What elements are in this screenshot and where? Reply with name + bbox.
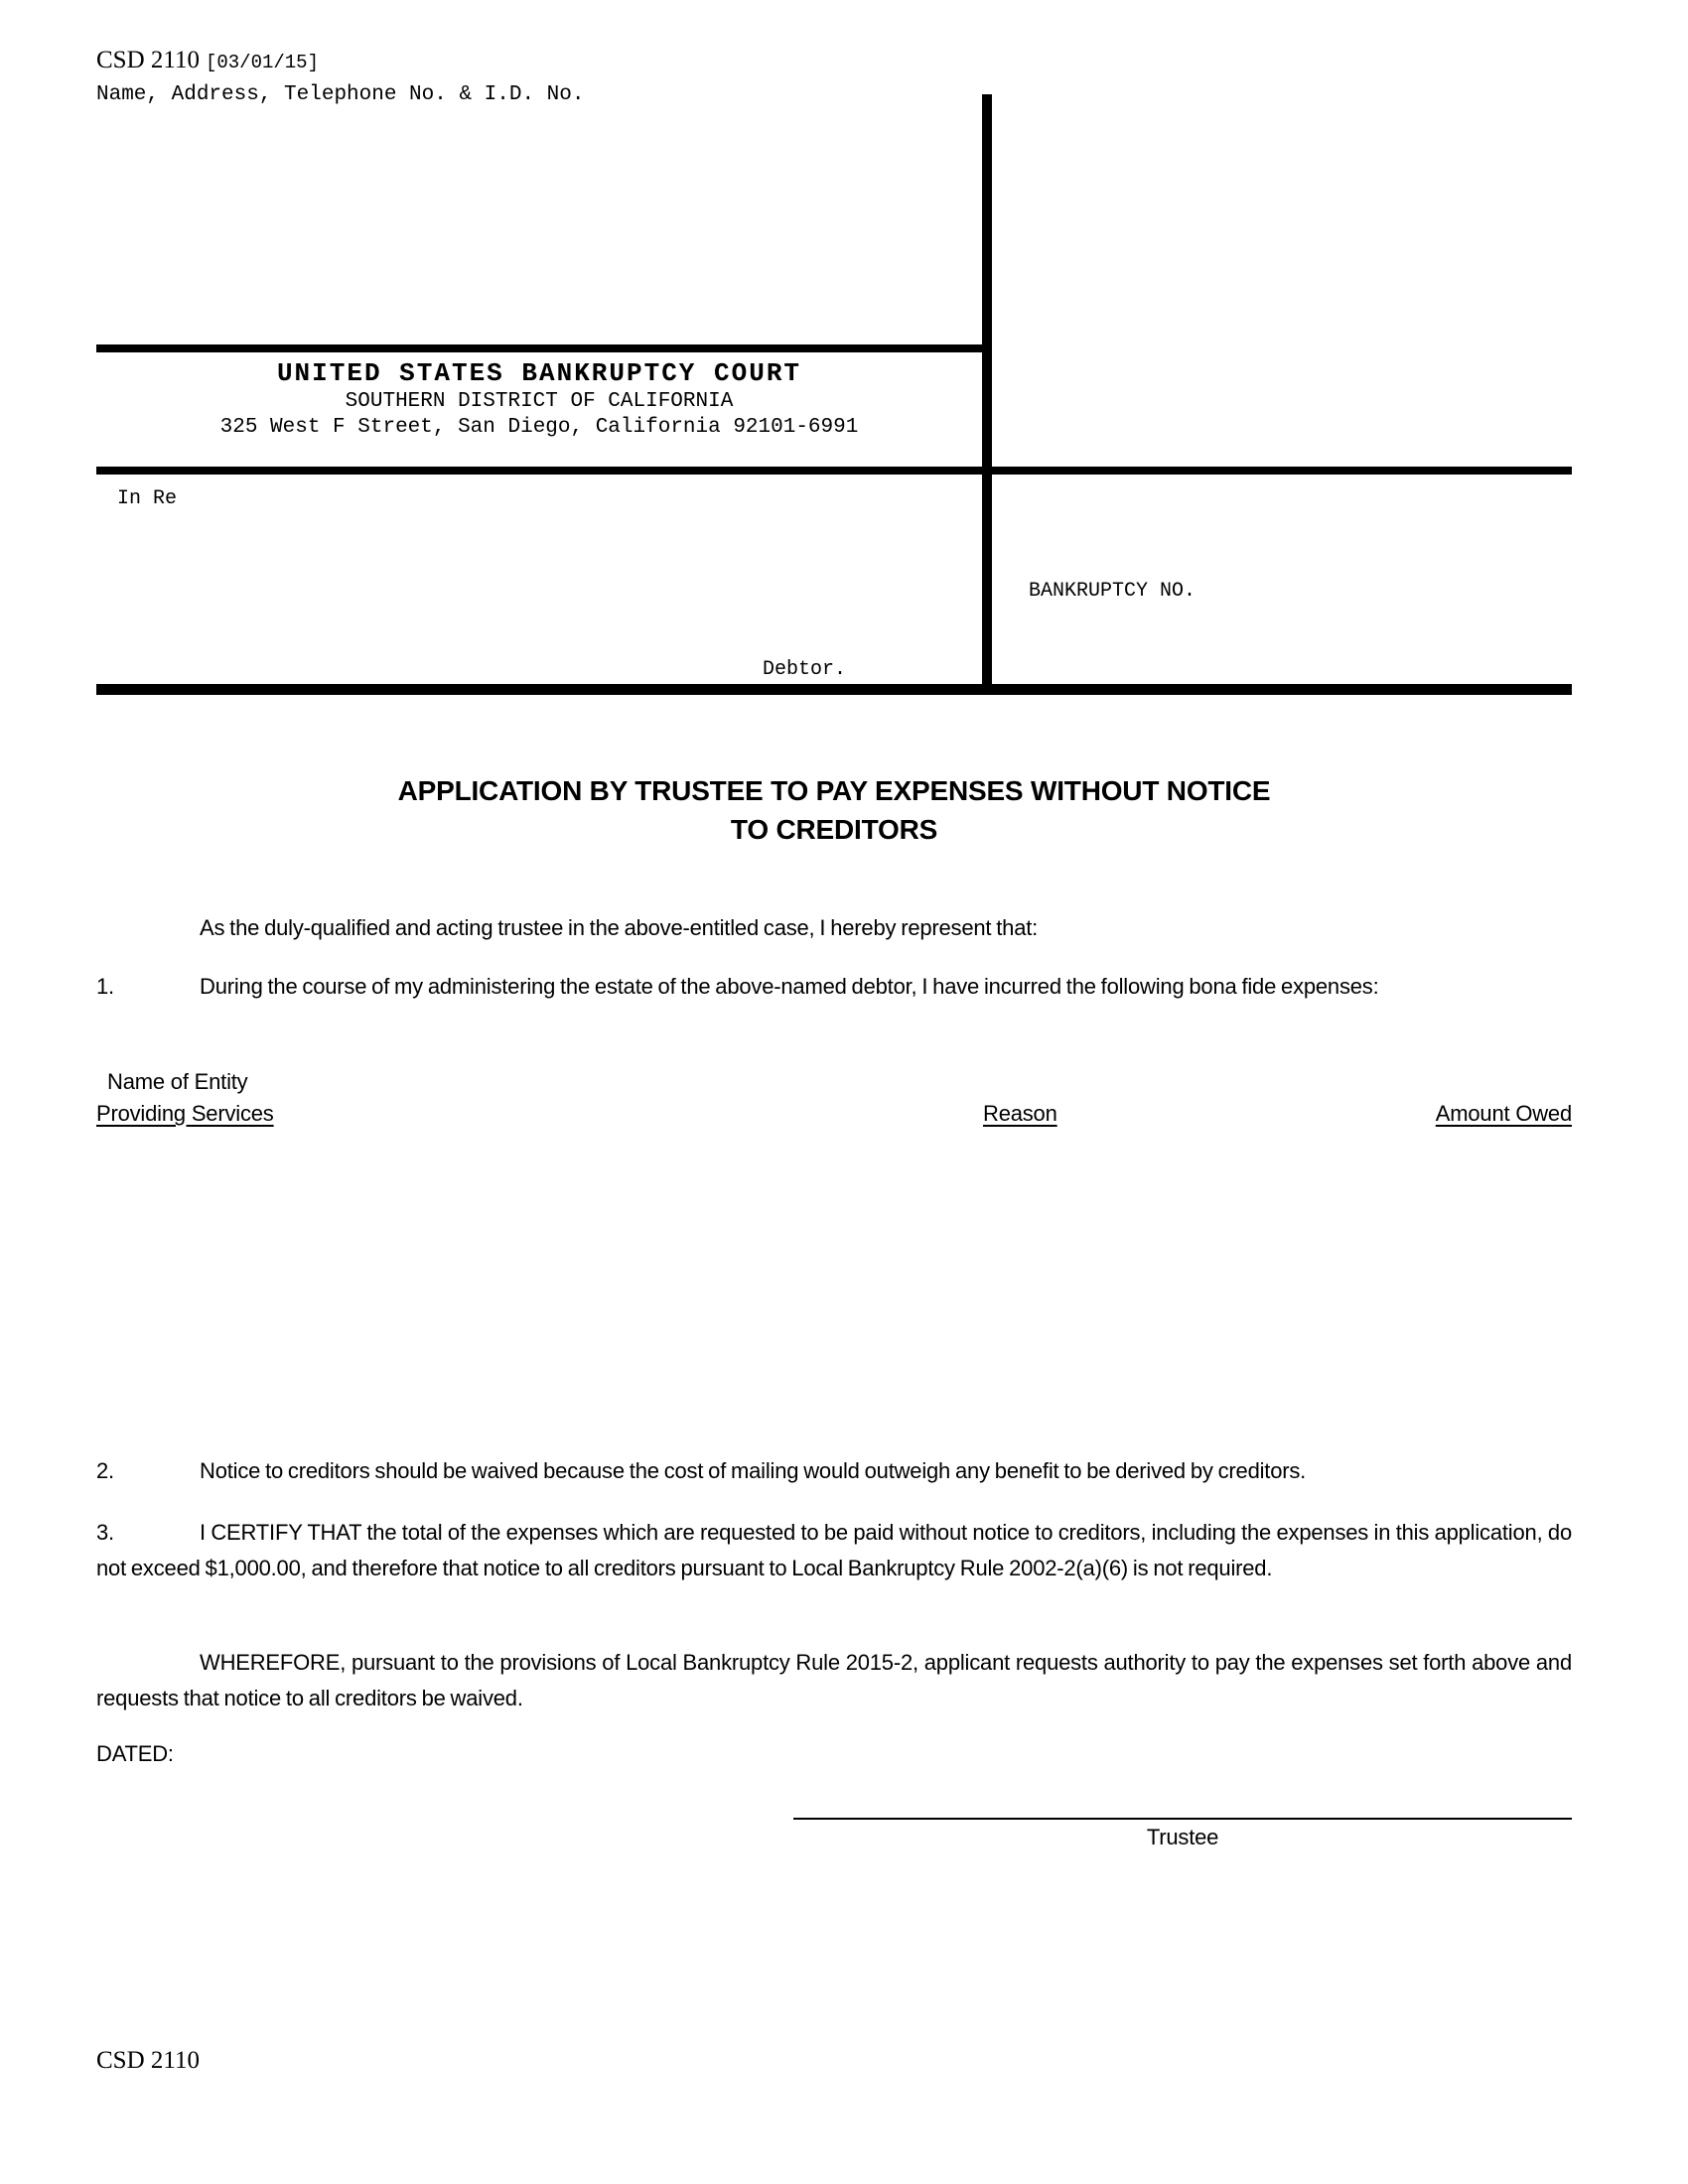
form-revision-date: [03/01/15] <box>205 52 319 73</box>
item-1-number: 1. <box>96 974 114 999</box>
debtor-label: Debtor. <box>763 658 847 681</box>
dated-label: DATED: <box>96 1741 174 1766</box>
court-header <box>96 357 982 441</box>
court-header-top-rule <box>96 344 982 352</box>
debtor-name-field[interactable] <box>139 521 834 645</box>
court-district: SOUTHERN DISTRICT OF CALIFORNIA <box>345 390 734 413</box>
court-address: 325 West F Street, San Diego, California 92101-6991 <box>219 416 859 439</box>
bankruptcy-no-field[interactable] <box>1236 576 1569 606</box>
document-title-line1: APPLICATION BY TRUSTEE TO PAY EXPENSES WITHOUT NOTICE <box>397 775 1271 806</box>
form-number: CSD 2110 <box>96 47 200 73</box>
caption-bottom-rule <box>96 684 1572 695</box>
item-2-paragraph <box>96 1453 1572 1489</box>
in-re-label: In Re <box>117 487 178 510</box>
signature-caption: Trustee <box>1146 1825 1219 1849</box>
caption-top-rule <box>96 467 1572 475</box>
item-1-text: During the course of my administering the estate of the above-named debtor, I have incurred the following bona fide expenses: <box>200 974 1379 999</box>
expense-col1-header-line2: Providing Services <box>96 1101 274 1126</box>
item-2-text: Notice to creditors should be waived because the cost of mailing would outweigh any benefit to be derived by creditors. <box>200 1458 1307 1483</box>
item-3-text: I CERTIFY THAT the total of the expenses which are requested to be paid without notice to creditors, including the expenses in this application, do not exceed $1,000.00, and therefore that notice to all creditors pursuant to Local Bankruptcy Rule 2002-2(a)(6) is not required. <box>96 1520 1572 1580</box>
bankruptcy-no-label: BANKRUPTCY NO. <box>1029 580 1196 603</box>
filer-info-label: Name, Address, Telephone No. & I.D. No. <box>96 83 585 106</box>
expense-rows-field[interactable] <box>96 1147 1572 1434</box>
item-2-number: 2. <box>96 1458 114 1483</box>
wherefore-paragraph: WHEREFORE, pursuant to the provisions of Local Bankruptcy Rule 2015-2, applicant requests authority to pay the expenses set forth above and requests that notice to all creditors be waived. <box>96 1650 1572 1710</box>
expense-col1-header-line1: Name of Entity <box>107 1069 248 1094</box>
item-3-paragraph <box>96 1515 1572 1586</box>
caption-vertical-divider <box>982 94 992 695</box>
expense-col2-header: Reason <box>983 1101 1057 1126</box>
dated-field[interactable] <box>209 1741 725 1771</box>
intro-paragraph: As the duly-qualified and acting trustee in the above-entitled case, I hereby represent that: <box>200 915 1039 940</box>
document-title-line2: TO CREDITORS <box>730 814 938 845</box>
item-1-paragraph <box>96 969 1572 1005</box>
item-3-number: 3. <box>96 1520 114 1545</box>
form-id-line <box>96 47 319 74</box>
filer-info-field[interactable] <box>96 114 970 338</box>
court-name: UNITED STATES BANKRUPTCY COURT <box>276 358 802 388</box>
footer-form-number: CSD 2110 <box>96 2047 200 2074</box>
expense-col3-header: Amount Owed <box>1435 1101 1572 1126</box>
trustee-signature-line[interactable] <box>793 1818 1572 1820</box>
document-title <box>96 771 1572 849</box>
